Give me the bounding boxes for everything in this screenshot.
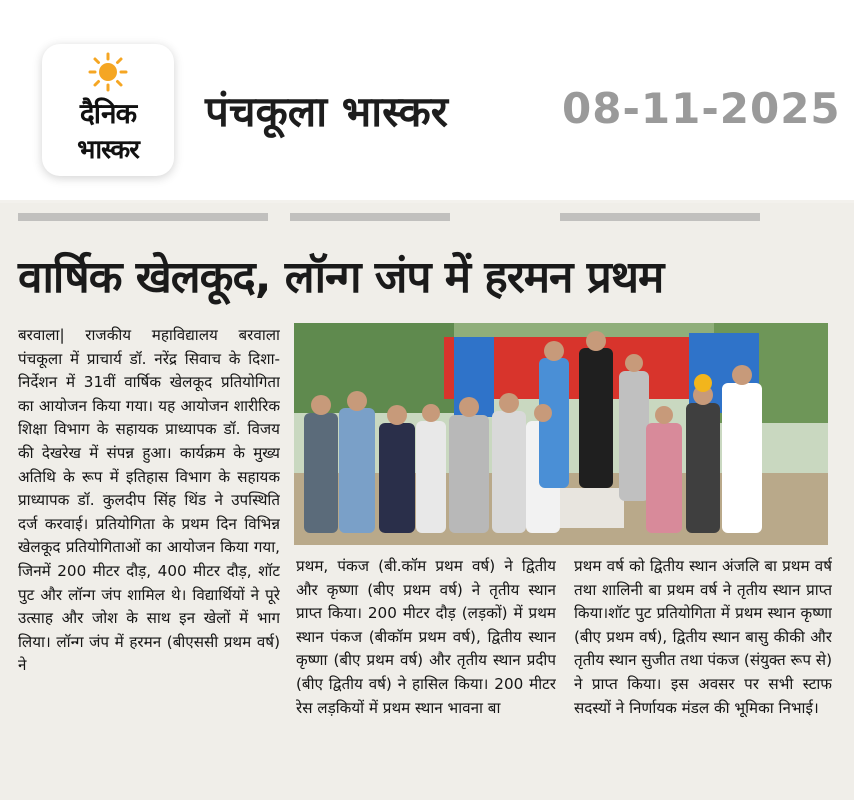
cut-text-fragment — [290, 213, 450, 221]
app-header — [0, 0, 854, 200]
sports-event-photo — [294, 323, 828, 545]
article-column-3: प्रथम वर्ष को द्वितीय स्थान अंजलि बा प्रथम वर्ष तथा शालिनी बा प्रथम वर्ष ने तृतीय स्थान प्राप्त किया।शॉट पुट प्रतियोगिता में प्रथम स्थान कृष्णा (बीए प्रथम वर्ष), द्वितीय स्थान बासु कीकी और तृतीय स्थान सुजीत तथा पंकज (संयुक्त रूप से) ने प्राप्त किया। इस अवसर पर सभी स्टाफ सदस्यों ने निर्णायक मंडल की भूमिका निभाई। — [574, 557, 832, 717]
edition-date: 08-11-2025 — [562, 84, 841, 133]
logo-text-line2: भास्कर — [77, 135, 139, 165]
article-headline: वार्षिक खेलकूद, लॉन्ग जंप में हरमन प्रथम — [18, 252, 664, 303]
article-column-1: बरवाला| राजकीय महाविद्यालय बरवाला पंचकूला में प्राचार्य डॉ. नरेंद्र सिवाच के दिशा-निर्देशन में 31वीं वार्षिक खेलकूद प्रतियोगिता का आयोजन किया गया। यह आयोजन शारीरिक शिक्षा विभाग के सहायक प्राध्यापक डॉ. विजय की देखरेख में संपन्न हुआ। कार्यक्रम के मुख्य अतिथि के रूप में इतिहास विभाग के सहायक प्राध्यापक डॉ. कुलदीप सिंह थिंड ने उपस्थिति दर्ज करवाई। प्रतियोगिता के प्रथम दिन विभिन्न खेलकूद प्रतियोगिताओं का आयोजन किया गया, जिनमें 200 मीटर दौड़, 400 मीटर दौड़, शॉट पुट और लॉन्ग जंप शामिल थे। विद्यार्थियों ने पूरे उत्साह और जोश के साथ इन खेलों में भाग लिया। लॉन्ग जंप में हरमन (बीएससी प्रथम वर्ष) ने — [18, 326, 280, 675]
adjacent-article-strip — [836, 240, 854, 800]
edition-title: पंचकूला भास्कर — [205, 87, 448, 136]
sun-icon — [88, 52, 128, 92]
cut-text-fragment — [18, 213, 268, 221]
cut-text-fragment — [560, 213, 760, 221]
article-column-2: प्रथम, पंकज (बी.कॉम प्रथम वर्ष) ने द्वितीय और कृष्णा (बीए प्रथम वर्ष) ने तृतीय स्थान प्राप्त किया। 200 मीटर दौड़ (लड़कों) में प्रथम स्थान पंकज (बीकॉम प्रथम वर्ष), द्वितीय स्थान कृष्णा (बीए प्रथम वर्ष) और तृतीय स्थान प्रदीप (बीए द्वितीय वर्ष) ने हासिल किया। 200 मीटर रेस लड़कियों में प्रथम स्थान भावना बा — [296, 557, 556, 717]
dainik-bhaskar-logo[interactable] — [42, 44, 174, 176]
article-photo — [294, 323, 828, 545]
logo-text-line1: दैनिक — [79, 97, 137, 130]
